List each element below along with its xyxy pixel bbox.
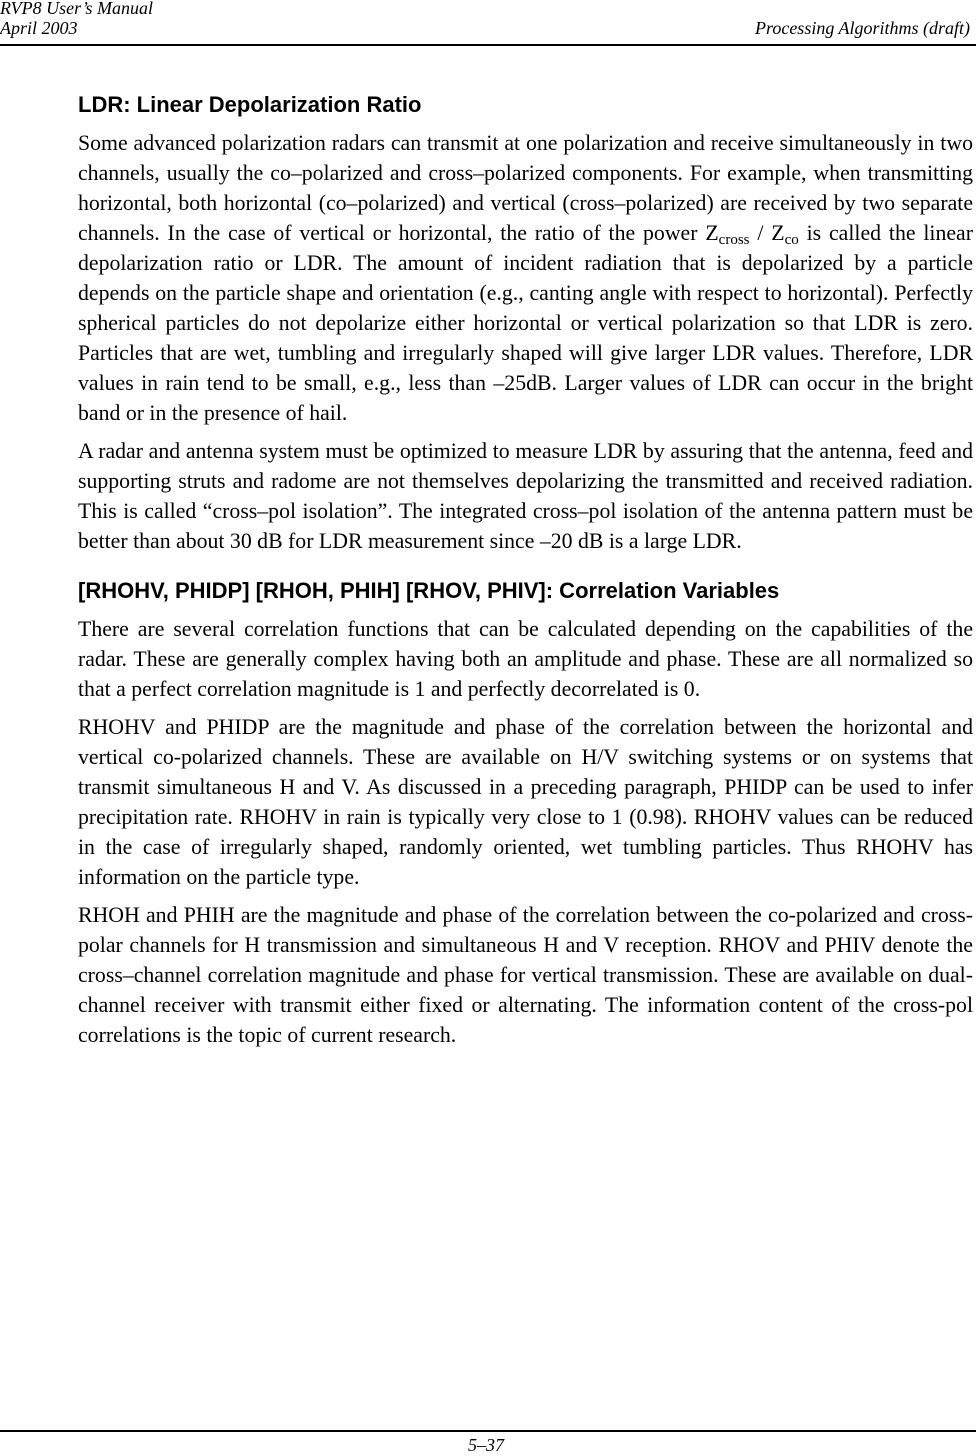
corr-paragraph-3: RHOH and PHIH are the magnitude and phase of the correlation between the co-polarized and cross-polar channels for H transmission and simultaneous H and V reception. RHOV and PHIV denote the cross–channel correlation magnitude and phase for vertical transmission. These are available on dual-channel receiver with transmit either fixed or alternating. The information content of the cross-pol correlations is the topic of current research.	[78, 903, 973, 1047]
header-left	[0, 0, 153, 38]
ratio-slash: /	[749, 221, 772, 245]
corr-paragraph-2: RHOHV and PHIDP are the magnitude and phase of the correlation between the horizontal and vertical co-polarized channels. These are available on H/V switching systems or on systems that transmit simultaneous H and V. As discussed in a preceding paragraph, PHIDP can be used to infer precipitation rate. RHOHV in rain is typically very close to 1 (0.98). RHOHV values can be reduced in the case of irregularly shaped, randomly oriented, wet tumbling particles. Thus RHOHV has information on the particle type.	[78, 715, 973, 889]
page-footer	[0, 1430, 976, 1455]
section-heading-ldr: LDR: Linear Depolarization Ratio	[78, 92, 422, 117]
z-symbol-1: Z	[705, 221, 719, 245]
page-body	[78, 92, 973, 1058]
header-date: April 2003	[0, 18, 78, 38]
ldr-paragraph-2: A radar and antenna system must be optimized to measure LDR by assuring that the antenna, feed and supporting struts and radome are not themselves depolarizing the transmitted and received radiation. This is called “cross–pol isolation”. The integrated cross–pol isolation of the antenna pattern must be better than about 30 dB for LDR measurement since –20 dB is a large LDR.	[78, 439, 973, 553]
manual-title: RVP8 User’s Manual	[0, 0, 153, 18]
chapter-title: Processing Algorithms (draft)	[755, 18, 970, 38]
ldr-p1-part-b: is called the linear depolarization ratio or LDR. The amount of incident radiation that is depolarized by a particle depends on the particle shape and orientation (e.g., canting angle with respect to horizontal). Perfectly spherical particles do not depolarize either horizontal or vertical polarization so that LDR is zero. Particles that are wet, tumbling and irregularly shaped will give larger LDR values. Therefore, LDR values in rain tend to be small, e.g., less than –25dB. Larger values of LDR can occur in the bright band or in the presence of hail.	[78, 221, 973, 425]
subscript-cross: cross	[718, 232, 750, 248]
subscript-co: co	[784, 232, 799, 248]
ldr-p1-part-a: Some advanced polarization radars can transmit at one polarization and receive simultaneously in two channels, usually the co–polarized and cross–polarized components. For example, when transmitting horizontal, both horizontal (co–polarized) and vertical (cross–polarized) are received by two separate channels. In the case of vertical or horizontal, the ratio of the power	[78, 131, 973, 245]
corr-paragraph-1: There are several correlation functions that can be calculated depending on the capabilities of the radar. These are generally complex having both an amplitude and phase. These are all normalized so that a perfect correlation magnitude is 1 and perfectly decorrelated is 0.	[78, 617, 973, 701]
z-symbol-2: Z	[771, 221, 785, 245]
section-heading-correlation: [RHOHV, PHIDP] [RHOH, PHIH] [RHOV, PHIV]: Correlation Variables	[78, 578, 780, 603]
ldr-paragraph-1	[78, 128, 973, 428]
page-header	[0, 0, 976, 46]
page-number: 5–37	[468, 1435, 504, 1455]
